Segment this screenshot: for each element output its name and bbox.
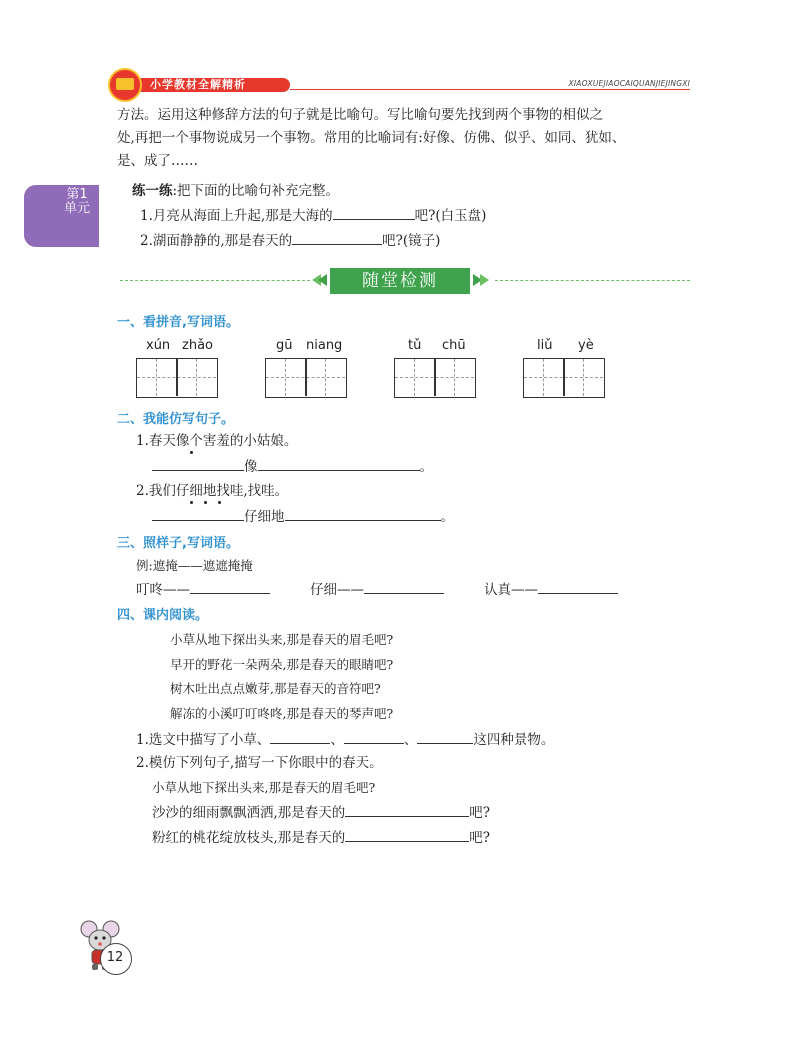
section1-title: 一、看拼音,写词语。 bbox=[117, 315, 239, 330]
pinyin-1a: xún bbox=[146, 338, 171, 353]
section4-line-1-text: 沙沙的细雨飘飘洒洒,那是春天的 bbox=[152, 805, 346, 821]
section4-q2: 2.模仿下列句子,描写一下你眼中的春天。 bbox=[136, 755, 383, 771]
section2-q1-blank-2[interactable] bbox=[258, 455, 420, 471]
banner-title: 随堂检测 bbox=[330, 268, 470, 294]
section3-item-1-blank[interactable] bbox=[190, 578, 270, 594]
header-rule bbox=[290, 89, 690, 90]
section4-line-2-end: 吧? bbox=[469, 830, 491, 846]
section4-q1 bbox=[136, 728, 554, 752]
section3-item-2-label: 仔细—— bbox=[310, 582, 364, 598]
intro-line-3: 是、成了…… bbox=[117, 153, 198, 169]
emphasis-dot bbox=[218, 501, 221, 504]
emphasis-dot bbox=[190, 451, 193, 454]
section3-item-1-label: 叮咚—— bbox=[136, 582, 190, 598]
logo-bus-shape bbox=[116, 78, 134, 90]
section4-q1-blank-2[interactable] bbox=[344, 728, 404, 744]
banner-dashed-left bbox=[120, 280, 310, 281]
section2-q1-answer bbox=[152, 455, 433, 479]
poem-line-4: 解冻的小溪叮叮咚咚,那是春天的琴声吧? bbox=[170, 705, 394, 721]
section2-q1: 1.春天像个害羞的小姑娘。 bbox=[136, 433, 298, 449]
section4-line-2-text: 粉红的桃花绽放枝头,那是春天的 bbox=[152, 830, 346, 846]
section2-q2-end: 。 bbox=[440, 509, 454, 525]
section3-item-1 bbox=[136, 578, 270, 602]
section2-q2-mid: 仔细地 bbox=[244, 509, 285, 525]
practice-instruction: :把下面的比喻句补充完整。 bbox=[172, 183, 340, 199]
reading-passage bbox=[170, 628, 393, 726]
writing-grid-4[interactable] bbox=[523, 358, 605, 398]
poem-line-3: 树木吐出点点嫩芽,那是春天的音符吧? bbox=[170, 681, 381, 696]
section4-q1-blank-3[interactable] bbox=[417, 728, 473, 744]
section3-item-2 bbox=[310, 578, 444, 602]
poem-line-2: 早开的野花一朵两朵,那是春天的眼睛吧? bbox=[170, 656, 394, 672]
pinyin-4b: yè bbox=[578, 338, 594, 353]
practice-label: 练一练 bbox=[132, 183, 173, 199]
section3-item-3-label: 认真—— bbox=[484, 582, 538, 598]
logo-icon bbox=[108, 68, 142, 102]
pinyin-1b: zhǎo bbox=[182, 338, 213, 353]
writing-grid-1[interactable] bbox=[136, 358, 218, 398]
banner-arrow-left-icon-2 bbox=[318, 274, 327, 286]
practice-q2-hint: 吧?(镜子) bbox=[382, 233, 441, 249]
section3-item-3-blank[interactable] bbox=[538, 578, 618, 594]
section-banner bbox=[120, 266, 690, 294]
writing-grid-3[interactable] bbox=[394, 358, 476, 398]
banner-arrow-right-icon-2 bbox=[480, 274, 489, 286]
intro-line-2: 处,再把一个事物说成另一个事物。常用的比喻词有:好像、仿佛、似乎、如同、犹如、 bbox=[117, 130, 626, 146]
practice-q2 bbox=[140, 229, 440, 253]
emphasis-dot bbox=[204, 501, 207, 504]
pinyin-3b: chū bbox=[442, 338, 466, 353]
intro-paragraph bbox=[117, 104, 697, 173]
writing-grid-2[interactable] bbox=[265, 358, 347, 398]
section4-q1-blank-1[interactable] bbox=[270, 728, 330, 744]
page-number: 12 bbox=[106, 950, 124, 965]
practice-q1 bbox=[140, 204, 486, 228]
emphasis-dot bbox=[190, 501, 193, 504]
section4-q1-end: 这四种景物。 bbox=[473, 732, 555, 748]
practice-q1-hint: 吧?(白玉盘) bbox=[414, 208, 487, 224]
practice-q2-blank[interactable] bbox=[292, 229, 382, 245]
practice-q1-blank[interactable] bbox=[333, 204, 415, 220]
header-pinyin: XIAOXUEJIAOCAIQUANJIEJINGXI bbox=[568, 79, 690, 88]
section2-q2-blank-2[interactable] bbox=[285, 505, 441, 521]
banner-dashed-right bbox=[495, 280, 690, 281]
section3-item-3 bbox=[484, 578, 618, 602]
section4-line-2 bbox=[152, 826, 490, 850]
section2-q2-answer bbox=[152, 505, 454, 529]
practice-heading bbox=[132, 180, 339, 203]
unit-side-tab-label: 第1单元 bbox=[63, 187, 90, 216]
section2-q1-end: 。 bbox=[419, 459, 433, 475]
section2-q1-blank-1[interactable] bbox=[152, 455, 244, 471]
section4-q1-text: 1.选文中描写了小草、 bbox=[136, 732, 271, 748]
header-title: 小学教材全解精析 bbox=[150, 78, 246, 91]
pinyin-2b: niang bbox=[306, 338, 343, 353]
section4-title: 四、课内阅读。 bbox=[117, 608, 209, 623]
section3-title: 三、照样子,写词语。 bbox=[117, 536, 239, 551]
pinyin-4a: liǔ bbox=[537, 338, 553, 353]
section4-line-1 bbox=[152, 801, 490, 825]
section4-line-1-end: 吧? bbox=[469, 805, 491, 821]
pinyin-3a: tǔ bbox=[408, 338, 422, 353]
poem-line-1: 小草从地下探出头来,那是春天的眉毛吧? bbox=[170, 632, 394, 647]
section3-item-2-blank[interactable] bbox=[364, 578, 444, 594]
section2-q2: 2.我们仔细地找哇,找哇。 bbox=[136, 483, 289, 499]
section4-q1-sep-1: 、 bbox=[330, 732, 344, 748]
pinyin-2a: gū bbox=[276, 338, 293, 353]
section4-line-2-blank[interactable] bbox=[345, 826, 469, 842]
section3-example: 例:遮掩——遮遮掩掩 bbox=[136, 558, 253, 573]
practice-q2-text: 2.湖面静静的,那是春天的 bbox=[140, 233, 293, 249]
section4-line-1-blank[interactable] bbox=[345, 801, 469, 817]
section4-q1-sep-2: 、 bbox=[403, 732, 418, 748]
section2-title: 二、我能仿写句子。 bbox=[117, 412, 235, 427]
intro-line-1: 方法。运用这种修辞方法的句子就是比喻句。写比喻句要先找到两个事物的相似之 bbox=[117, 107, 603, 123]
section4-example: 小草从地下探出头来,那是春天的眉毛吧? bbox=[152, 780, 376, 795]
section2-q2-blank-1[interactable] bbox=[152, 505, 244, 521]
section2-q1-mid: 像 bbox=[244, 459, 258, 475]
practice-q1-text: 1.月亮从海面上升起,那是大海的 bbox=[140, 208, 333, 224]
